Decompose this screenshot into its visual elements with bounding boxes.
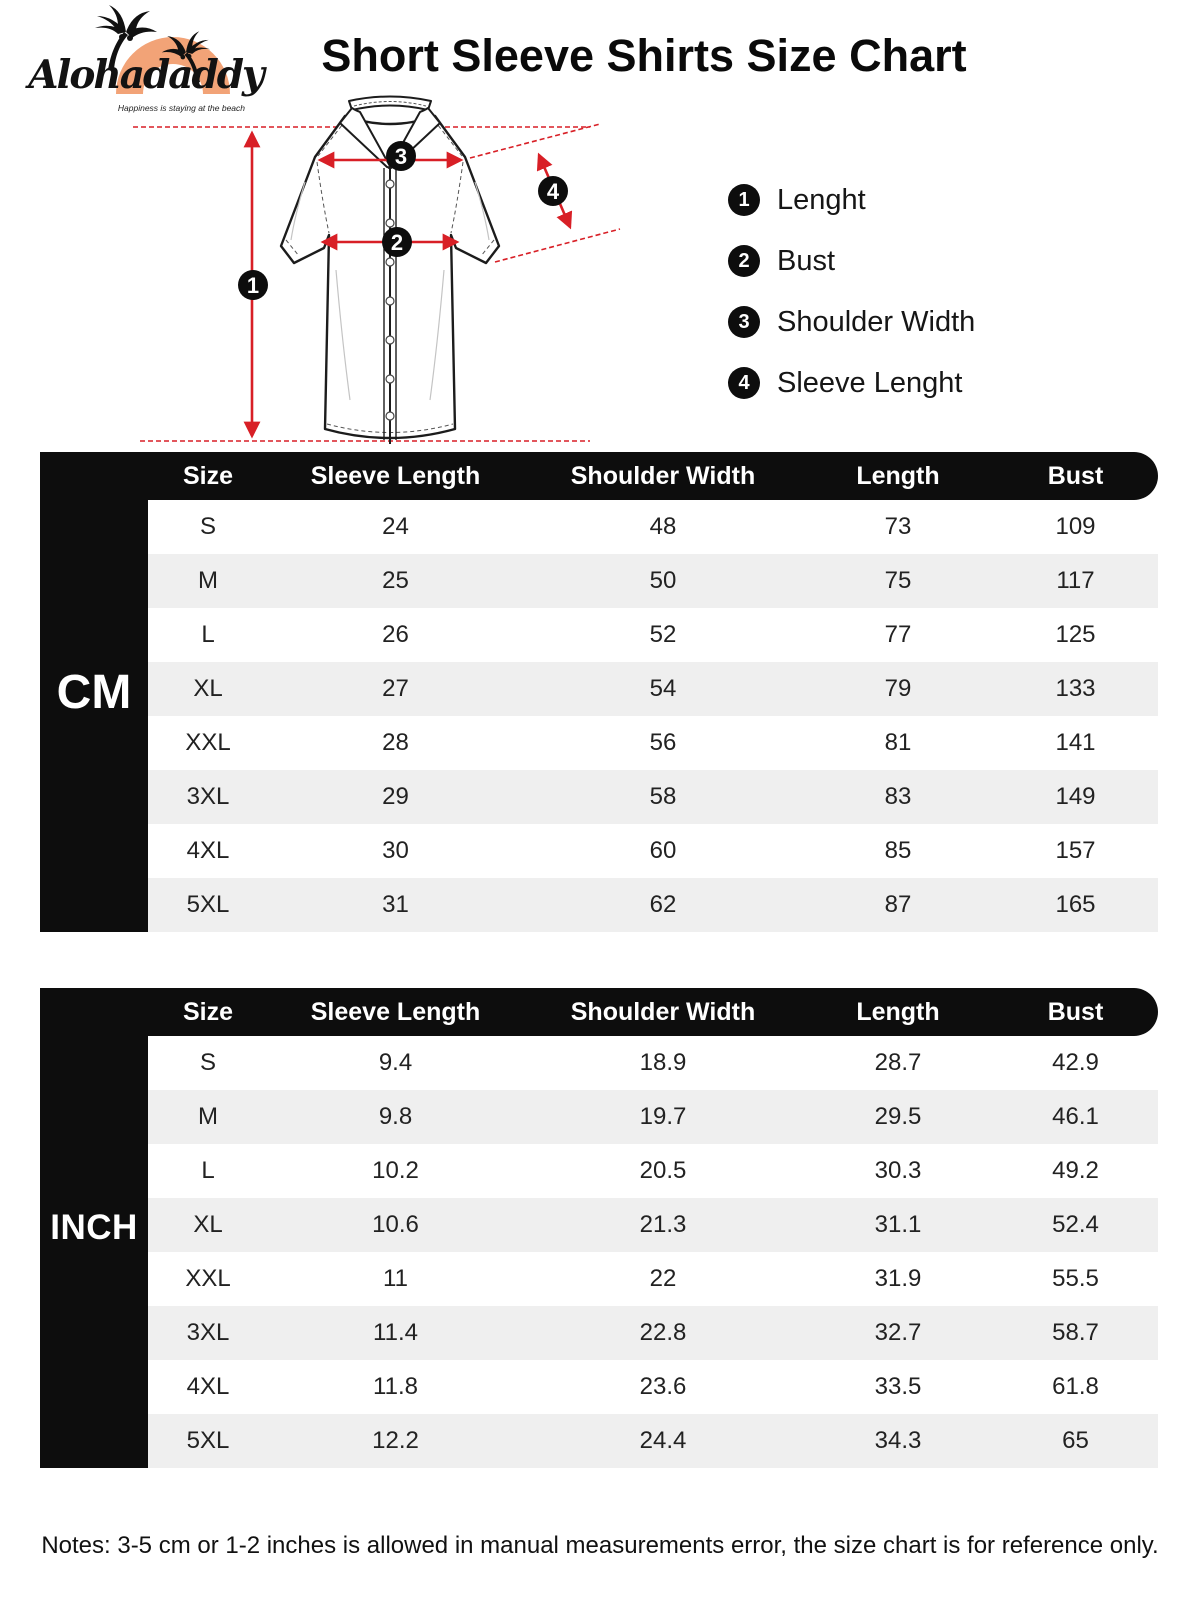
table-row <box>148 1036 1158 1090</box>
col-header-bust: Bust <box>1047 997 1104 1026</box>
value-cell: 73 <box>884 513 912 540</box>
table-row <box>148 1414 1158 1468</box>
col-header-sleeve-length: Sleeve Length <box>310 997 481 1026</box>
table-row <box>148 716 1158 770</box>
size-cell: 3XL <box>186 783 230 810</box>
value-cell: 10.2 <box>372 1157 419 1184</box>
value-cell: 24 <box>382 513 409 540</box>
legend-item-bust <box>728 245 975 277</box>
value-cell: 165 <box>1055 891 1096 918</box>
value-cell: 87 <box>884 891 912 918</box>
value-cell: 149 <box>1055 783 1096 810</box>
value-cell: 79 <box>884 675 912 702</box>
value-cell: 10.6 <box>372 1211 419 1238</box>
size-cell: M <box>198 1103 218 1130</box>
value-cell: 20.5 <box>639 1157 687 1184</box>
value-cell: 22.8 <box>639 1319 687 1346</box>
value-cell: 141 <box>1055 729 1096 756</box>
legend-item-shoulder-width <box>728 306 975 338</box>
sleeve-guide-upper <box>470 124 600 158</box>
marker-4: 4 <box>546 179 560 204</box>
table-row <box>148 1306 1158 1360</box>
value-cell: 133 <box>1055 675 1096 702</box>
legend-label-length: Lenght <box>777 183 866 216</box>
value-cell: 42.9 <box>1052 1049 1099 1076</box>
size-cell: 5XL <box>186 1427 230 1454</box>
value-cell: 28.7 <box>874 1049 922 1076</box>
value-cell: 29.5 <box>874 1103 922 1130</box>
value-cell: 11 <box>383 1265 408 1292</box>
legend-number-4: 4 <box>728 367 760 399</box>
value-cell: 9.8 <box>378 1103 413 1130</box>
col-header-sleeve-length: Sleeve Length <box>310 461 481 490</box>
value-cell: 25 <box>382 567 409 594</box>
value-cell: 31.1 <box>874 1211 922 1238</box>
page-title: Short Sleeve Shirts Size Chart <box>321 30 967 81</box>
col-header-shoulder-width: Shoulder Width <box>570 461 756 490</box>
value-cell: 77 <box>884 621 912 648</box>
size-table-cm <box>40 452 1158 932</box>
value-cell: 58 <box>649 783 677 810</box>
value-cell: 52.4 <box>1052 1211 1099 1238</box>
marker-2: 2 <box>390 230 404 255</box>
value-cell: 48 <box>649 513 677 540</box>
marker-3: 3 <box>394 144 408 169</box>
value-cell: 60 <box>649 837 677 864</box>
legend-item-sleeve-length <box>728 367 975 399</box>
legend-number-1: 1 <box>728 184 760 216</box>
value-cell: 157 <box>1055 837 1096 864</box>
table-row <box>148 1252 1158 1306</box>
value-cell: 65 <box>1062 1427 1089 1454</box>
legend-item-length <box>728 184 975 216</box>
value-cell: 46.1 <box>1052 1103 1099 1130</box>
size-cell: M <box>198 567 218 594</box>
table-row <box>148 662 1158 716</box>
value-cell: 49.2 <box>1052 1157 1099 1184</box>
value-cell: 83 <box>884 783 912 810</box>
value-cell: 85 <box>884 837 912 864</box>
table-row <box>148 1144 1158 1198</box>
value-cell: 11.4 <box>373 1319 418 1346</box>
table-row <box>148 878 1158 932</box>
table-row <box>148 1198 1158 1252</box>
size-cell: 5XL <box>186 891 230 918</box>
col-header-size: Size <box>182 461 234 490</box>
value-cell: 54 <box>649 675 677 702</box>
legend-label-bust: Bust <box>777 244 836 277</box>
size-cell: 4XL <box>186 1373 230 1400</box>
value-cell: 18.9 <box>639 1049 687 1076</box>
value-cell: 11.8 <box>373 1373 418 1400</box>
value-cell: 62 <box>649 891 677 918</box>
shirt-measurement-diagram <box>117 95 630 455</box>
col-header-length: Length <box>856 461 940 490</box>
brand-tagline: Happiness is staying at the beach <box>117 103 245 113</box>
table-row <box>148 1360 1158 1414</box>
value-cell: 75 <box>884 567 912 594</box>
legend-number-2: 2 <box>728 245 760 277</box>
value-cell: 19.7 <box>639 1103 687 1130</box>
value-cell: 81 <box>884 729 912 756</box>
size-cell: S <box>199 1049 216 1076</box>
value-cell: 109 <box>1055 513 1096 540</box>
value-cell: 22 <box>649 1265 677 1292</box>
brand-name: Alohadaddy <box>28 52 263 98</box>
table-row <box>148 608 1158 662</box>
value-cell: 56 <box>649 729 677 756</box>
value-cell: 61.8 <box>1052 1373 1099 1400</box>
table-row <box>148 554 1158 608</box>
value-cell: 26 <box>382 621 409 648</box>
value-cell: 34.3 <box>874 1427 922 1454</box>
table-body-inch <box>148 1036 1158 1468</box>
col-header-length: Length <box>856 997 940 1026</box>
unit-label-inch: INCH <box>40 988 148 1468</box>
table-row <box>148 500 1158 554</box>
value-cell: 9.4 <box>378 1049 413 1076</box>
value-cell: 50 <box>649 567 677 594</box>
size-cell: 3XL <box>186 1319 230 1346</box>
size-cell: XXL <box>185 1265 231 1292</box>
notes-text: Notes: 3-5 cm or 1-2 inches is allowed in manual measurements error, the size chart is for reference only. <box>41 1532 1159 1559</box>
col-header-shoulder-width: Shoulder Width <box>570 997 756 1026</box>
table-header-inch <box>40 988 1158 1036</box>
sleeve-guide-lower <box>495 229 620 262</box>
value-cell: 117 <box>1056 567 1095 594</box>
value-cell: 21.3 <box>639 1211 687 1238</box>
col-header-size: Size <box>182 997 234 1026</box>
size-table-inch <box>40 988 1158 1468</box>
value-cell: 30.3 <box>874 1157 922 1184</box>
size-cell: XL <box>193 675 223 702</box>
value-cell: 27 <box>382 675 409 702</box>
legend-label-sleeve-length: Sleeve Lenght <box>777 366 963 399</box>
table-row <box>148 824 1158 878</box>
value-cell: 24.4 <box>639 1427 687 1454</box>
value-cell: 29 <box>382 783 409 810</box>
size-cell: 4XL <box>186 837 230 864</box>
legend-label-shoulder-width: Shoulder Width <box>777 305 976 338</box>
table-header-cm <box>40 452 1158 500</box>
value-cell: 23.6 <box>639 1373 687 1400</box>
value-cell: 33.5 <box>874 1373 922 1400</box>
value-cell: 31.9 <box>874 1265 922 1292</box>
value-cell: 52 <box>649 621 677 648</box>
size-cell: S <box>199 513 216 540</box>
legend-number-3: 3 <box>728 306 760 338</box>
table-row <box>148 770 1158 824</box>
table-body-cm <box>148 500 1158 932</box>
table-row <box>148 1090 1158 1144</box>
size-cell: XL <box>193 1211 223 1238</box>
size-cell: L <box>201 1157 215 1184</box>
marker-1: 1 <box>246 273 260 298</box>
unit-label-cm: CM <box>40 452 148 932</box>
value-cell: 30 <box>382 837 409 864</box>
value-cell: 31 <box>382 891 409 918</box>
value-cell: 32.7 <box>874 1319 922 1346</box>
size-cell: XXL <box>185 729 231 756</box>
value-cell: 12.2 <box>372 1427 419 1454</box>
size-cell: L <box>201 621 215 648</box>
value-cell: 58.7 <box>1052 1319 1099 1346</box>
col-header-bust: Bust <box>1047 461 1104 490</box>
value-cell: 125 <box>1055 621 1096 648</box>
value-cell: 28 <box>382 729 409 756</box>
measurement-legend <box>728 184 975 399</box>
value-cell: 55.5 <box>1052 1265 1099 1292</box>
